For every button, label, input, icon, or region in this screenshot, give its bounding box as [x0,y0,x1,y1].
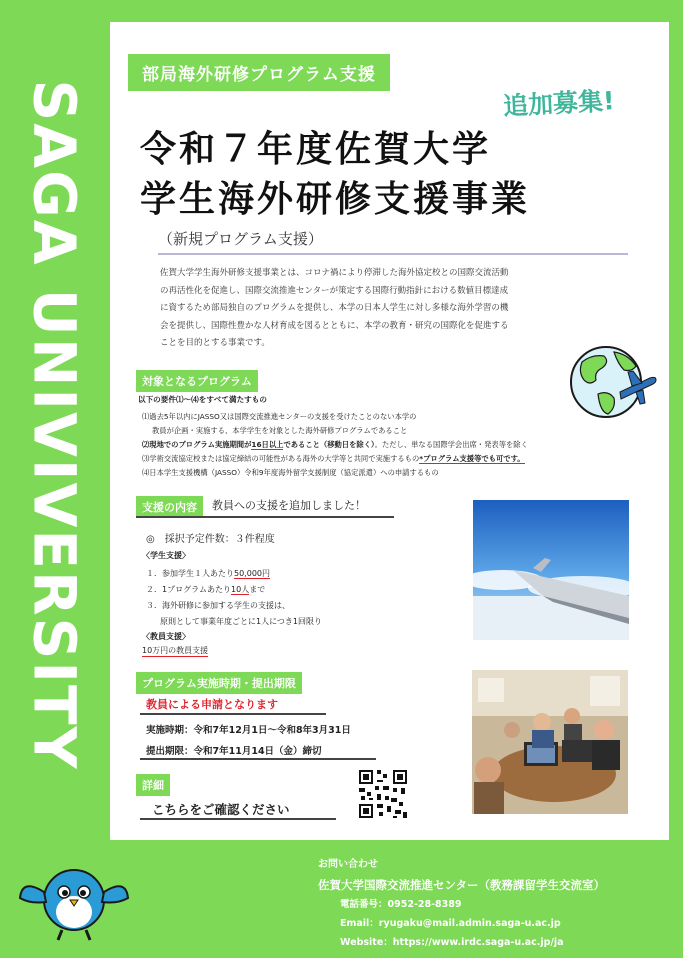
student-support-heading: 〈学生支援〉 [142,551,190,560]
qr-code[interactable] [357,768,409,820]
students-group-photo [472,670,628,814]
details-link[interactable]: こちらをご確認ください [152,802,290,817]
teacher-support-heading: 〈教員支援〉 [142,632,190,641]
airplane-wing-photo [473,500,629,640]
support-heading: 支援の内容 [136,496,203,518]
support-underline [136,516,394,518]
schedule-heading: プログラム実施時期・提出期限 [136,672,302,694]
schedule-note-underline [140,713,326,715]
contact-phone: 電話番号：0952-28-8389 [340,899,462,910]
contact-email[interactable]: Email：ryugaku@mail.admin.saga-u.ac.jp [340,918,561,929]
details-underline [140,818,336,820]
student-support-list: １．参加学生１人あたり50,000円 ２．1プログラムあたり10人まで ３．海外研修に参加する学生の支援は、 原則として事業年度ごとに1人につき1回限り [146,569,323,626]
program-requirements: ⑴過去5年以内にJASSO又は国際交流推進センターの支援を受けたことのない本学の 教員が企画・実施する、本学学生を対象とした海外研修プログラムであること ⑵現地でのプログラム実施期間が16日以上であること（移動日を除く）。ただし、単なる国際学会出席・発表等を除く ⑶学術交流協定校または協定締結の可能性がある海外の大学等と共同で実施するもの*プログラム支援等でも可です。 ⑷日本学生支援機構（JASSO）令和9年度海外留学支援制度（協定派遣）への申請するもの [142,412,528,477]
page-title: 令和７年度佐賀大学 学生海外研修支援事業 [140,129,531,220]
contact-heading: お問い合わせ [318,859,378,870]
contact-website[interactable]: Website：https://www.irdc.saga-u.ac.jp/ja [340,937,564,948]
additional-recruitment-label: 追加募集! [502,86,616,121]
programs-lead: 以下の要件⑴～⑷をすべて満たすもの [138,395,267,404]
frame-right [669,0,683,958]
deadline-underline [140,758,376,760]
globe-plane-icon [562,340,658,426]
details-heading: 詳細 [136,774,170,796]
programs-heading: 対象となるプログラム [136,370,258,392]
teacher-support-amount: 10万円の教員支援 [142,646,209,655]
program-tag: 部局海外研修プログラム支援 [128,54,390,91]
support-note: 教員への支援を追加しました！ [212,499,366,512]
bird-mascot-icon [18,848,130,944]
adoption-count: ◎ 採択予定件数：３件程度 [146,534,275,545]
schedule-note: 教員による申請となります [146,698,278,711]
vertical-university-name: SAGA UNIVIVERSITY [21,79,89,771]
contact-organization: 佐賀大学国際交流推進センター（教務課留学生交流室） [318,878,606,892]
subtitle: （新規プログラム支援） [158,230,323,248]
divider [158,253,628,255]
intro-paragraph: 佐賀大学学生海外研修支援事業とは、コロナ禍により停滞した海外協定校との国際交流活動 の再活性化を促進し、国際交流推進センターが策定する国際行動指針における数値目標達成 に資するため部局独自のプログラムを提供し、本学の日本人学生に対し多様な海外学習の機 会を提供し、国際性豊かな人材育成を図るとともに、本学の教育・研究の国際化を促進する ことを目的とする事業です。 [160,268,509,348]
submission-deadline: 提出期限：令和7年11月14日（金）締切 [146,746,322,757]
implementation-period: 実施時期：令和7年12月1日～令和8年3月31日 [146,725,351,736]
